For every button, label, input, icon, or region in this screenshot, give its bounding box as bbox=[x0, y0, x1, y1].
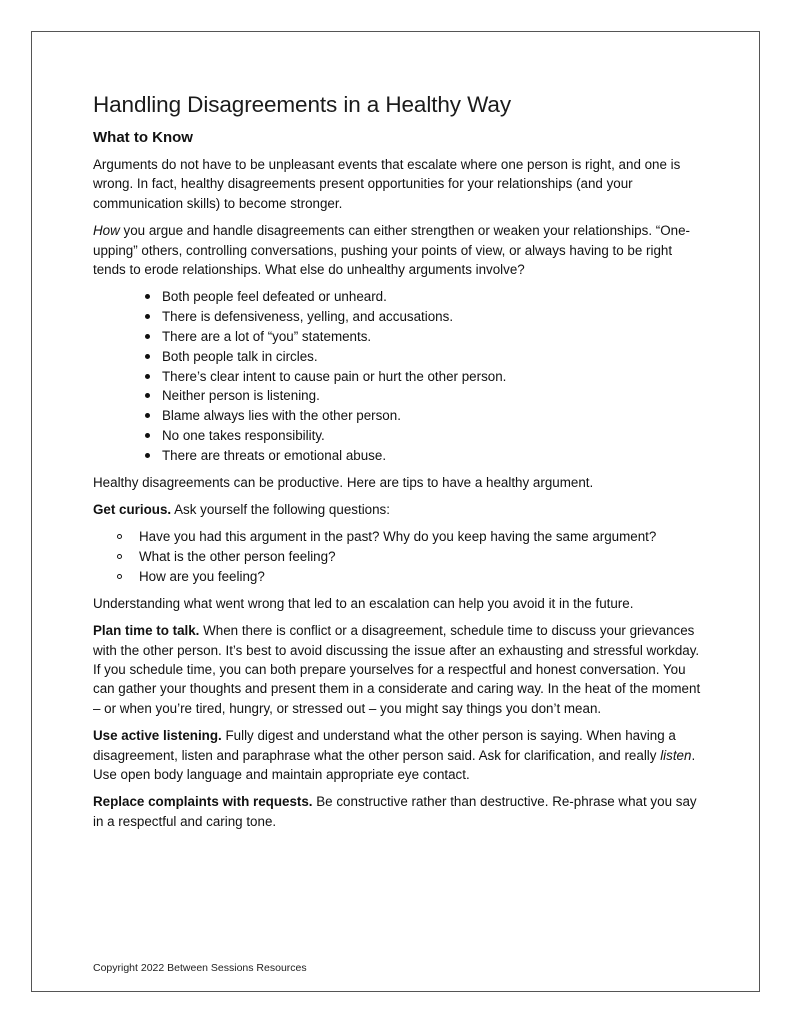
get-curious-heading: Get curious. bbox=[93, 502, 172, 518]
get-curious-text: Ask yourself the following questions: bbox=[171, 502, 390, 518]
active-listening-text: Fully digest and understand what the other person is saying. When having a disagreement, listen and paraphrase what the other person said. Ask for clarification, and really bbox=[93, 728, 676, 763]
how-paragraph-text: you argue and handle disagreements can either strengthen or weaken your relationships. “One-upping” others, controlling conversations, pushing your points of view, or always having to be right tends to erode relationships. What else do unhealthy arguments involve? bbox=[93, 223, 690, 278]
unhealthy-arguments-list bbox=[93, 287, 703, 465]
list-item: There is defensiveness, yelling, and accusations. bbox=[145, 307, 703, 327]
list-item: There are a lot of “you” statements. bbox=[145, 327, 703, 347]
plan-time-text: When there is conflict or a disagreement, schedule time to discuss your grievances with the other person. It’s best to avoid discussing the issue after an exhausting and stressful workday. If you schedule time, you can both prepare yourselves for a respectful and honest conversation. You can gather your thoughts and present them in a considerate and caring way. In the heat of the moment – or when you’re tired, hungry, or stressed out – you might say things you don’t mean. bbox=[93, 623, 701, 716]
list-item: How are you feeling? bbox=[117, 567, 703, 587]
document-title: Handling Disagreements in a Healthy Way bbox=[93, 92, 511, 117]
list-item: Both people talk in circles. bbox=[145, 347, 703, 367]
intro-paragraph: Arguments do not have to be unpleasant events that escalate where one person is right, and one is wrong. In fact, healthy disagreements present opportunities for your relationships (and your communication skills) to become stronger. bbox=[93, 157, 681, 211]
replace-complaints-text: Be constructive rather than destructive. Re-phrase what you say in a respectful and caring tone. bbox=[93, 794, 697, 829]
active-listening-text-end: . Use open body language and maintain appropriate eye contact. bbox=[93, 747, 696, 783]
curious-questions-list bbox=[93, 527, 703, 586]
listen-emphasis: listen bbox=[660, 747, 692, 763]
list-item: There’s clear intent to cause pain or hurt the other person. bbox=[145, 367, 703, 387]
list-item: What is the other person feeling? bbox=[117, 547, 703, 567]
copyright-footer: Copyright 2022 Between Sessions Resources bbox=[93, 962, 307, 974]
list-item: No one takes responsibility. bbox=[145, 426, 703, 446]
list-item: Neither person is listening. bbox=[145, 386, 703, 406]
plan-time-heading: Plan time to talk. bbox=[93, 623, 200, 639]
healthy-paragraph: Healthy disagreements can be productive. Here are tips to have a healthy argument. bbox=[93, 474, 594, 490]
get-curious-paragraph bbox=[93, 500, 703, 519]
list-item: There are threats or emotional abuse. bbox=[145, 446, 703, 466]
replace-complaints-heading: Replace complaints with requests. bbox=[93, 794, 313, 810]
replace-complaints-paragraph bbox=[93, 792, 703, 831]
understanding-paragraph: Understanding what went wrong that led to an escalation can help you avoid it in the future. bbox=[93, 595, 634, 611]
plan-time-paragraph bbox=[93, 621, 703, 718]
list-item: Both people feel defeated or unheard. bbox=[145, 287, 703, 307]
active-listening-paragraph bbox=[93, 726, 703, 784]
how-emphasis: How bbox=[93, 223, 120, 239]
list-item: Blame always lies with the other person. bbox=[145, 406, 703, 426]
list-item: Have you had this argument in the past? Why do you keep having the same argument? bbox=[117, 527, 703, 547]
section-heading-what-to-know: What to Know bbox=[93, 129, 193, 146]
how-paragraph bbox=[93, 221, 703, 279]
active-listening-heading: Use active listening. bbox=[93, 728, 222, 744]
document-body bbox=[93, 92, 703, 839]
